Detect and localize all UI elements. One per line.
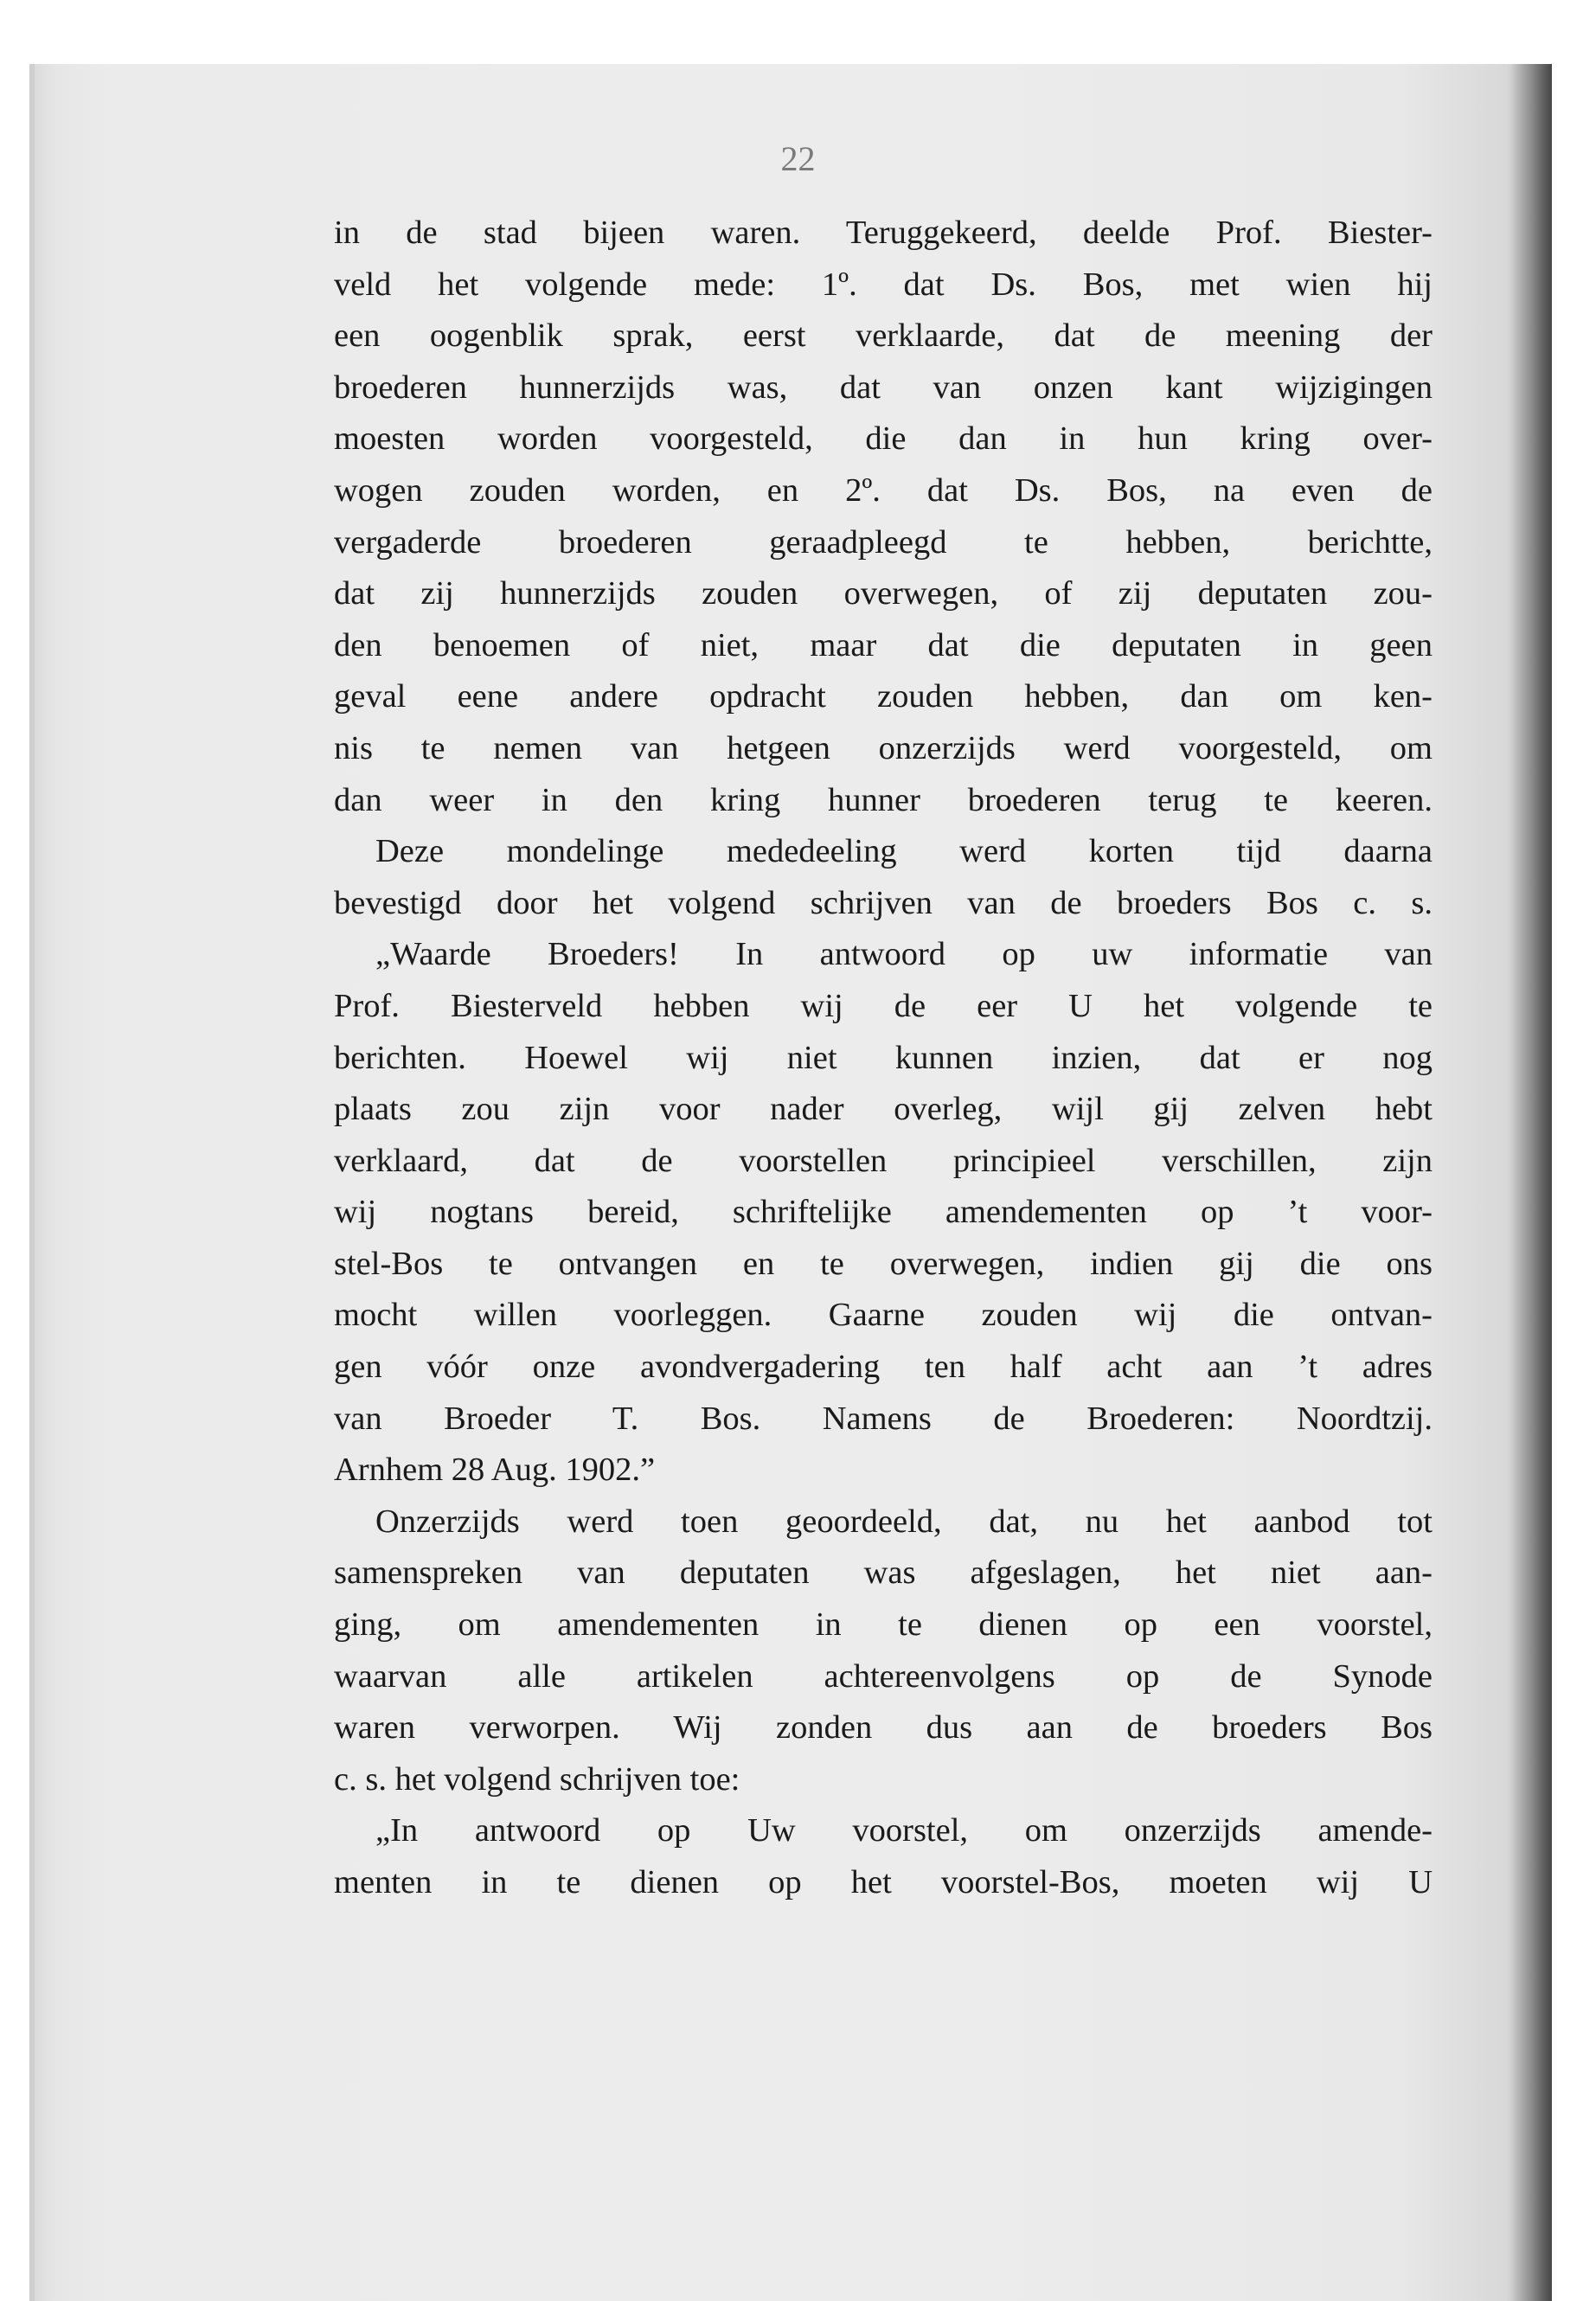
text-line: waren verworpen. Wij zonden dus aan de broeders Bos <box>334 1709 1433 1747</box>
text-line: moesten worden voorgesteld, die dan in hun kring over- <box>334 420 1433 458</box>
text-line: een oogenblik sprak, eerst verklaarde, dat de meening der <box>334 317 1433 355</box>
text-line: „Waarde Broeders! In antwoord op uw informatie van <box>375 936 1433 973</box>
text-line: waarvan alle artikelen achtereenvolgens op de Synode <box>334 1657 1433 1695</box>
text-line: menten in te dienen op het voorstel-Bos, moeten wij U <box>334 1864 1433 1900</box>
text-line: den benoemen of niet, maar dat die deputaten in geen <box>334 626 1433 663</box>
text-line: c. s. het volgend schrijven toe: <box>334 1760 740 1798</box>
text-line: mocht willen voorleggen. Gaarne zouden wij die ontvan- <box>334 1297 1433 1334</box>
text-line: gen vóór onze avondvergadering ten half acht aan ’t adres <box>334 1349 1433 1386</box>
text-line: stel-Bos te ontvangen en te overwegen, indien gij die ons <box>334 1245 1433 1282</box>
text-line: „In antwoord op Uw voorstel, om onzerzijds amende- <box>375 1812 1433 1849</box>
text-line: wij nogtans bereid, schriftelijke amendementen op ’t voor- <box>334 1194 1433 1231</box>
text-line: van Broeder T. Bos. Namens de Broederen: Noordtzij. <box>334 1400 1433 1437</box>
text-line: wogen zouden worden, en 2º. dat Ds. Bos, na even de <box>334 471 1433 509</box>
text-line: Deze mondelinge mededeeling werd korten tijd daarna <box>375 833 1433 870</box>
body-text <box>334 208 1433 1909</box>
text-line: vergaderde broederen geraadpleegd te hebben, berichtte, <box>334 523 1433 561</box>
page-number: 22 <box>780 139 816 178</box>
text-line: ging, om amendementen in te dienen op een voorstel, <box>334 1606 1433 1644</box>
page-left-edge <box>29 64 35 2301</box>
text-line: geval eene andere opdracht zouden hebben, dan om ken- <box>334 678 1433 715</box>
text-line: Arnhem 28 Aug. 1902.” <box>334 1452 656 1489</box>
text-line: Onzerzijds werd toen geoordeeld, dat, nu het aanbod tot <box>375 1503 1433 1540</box>
text-line: berichten. Hoewel wij niet kunnen inzien, dat er nog <box>334 1039 1433 1076</box>
text-line: dan weer in den kring hunner broederen terug te keeren. <box>334 781 1433 818</box>
text-line: nis te nemen van hetgeen onzerzijds werd voorgesteld, om <box>334 729 1433 766</box>
text-line: Prof. Biesterveld hebben wij de eer U het volgende te <box>334 987 1433 1024</box>
text-line: plaats zou zijn voor nader overleg, wijl gij zelven hebt <box>334 1091 1433 1128</box>
binding-shadow <box>1510 64 1552 2301</box>
text-line: samenspreken van deputaten was afgeslagen, het niet aan- <box>334 1554 1433 1592</box>
text-line: in de stad bijeen waren. Teruggekeerd, deelde Prof. Biester- <box>334 215 1433 251</box>
text-line: verklaard, dat de voorstellen principieel verschillen, zijn <box>334 1142 1433 1179</box>
text-line: veld het volgende mede: 1º. dat Ds. Bos, met wien hij <box>334 266 1433 303</box>
text-line: bevestigd door het volgend schrijven van de broeders Bos c. s. <box>334 884 1433 921</box>
text-line: broederen hunnerzijds was, dat van onzen kant wijzigingen <box>334 369 1433 406</box>
text-line: dat zij hunnerzijds zouden overwegen, of zij deputaten zou- <box>334 575 1433 612</box>
